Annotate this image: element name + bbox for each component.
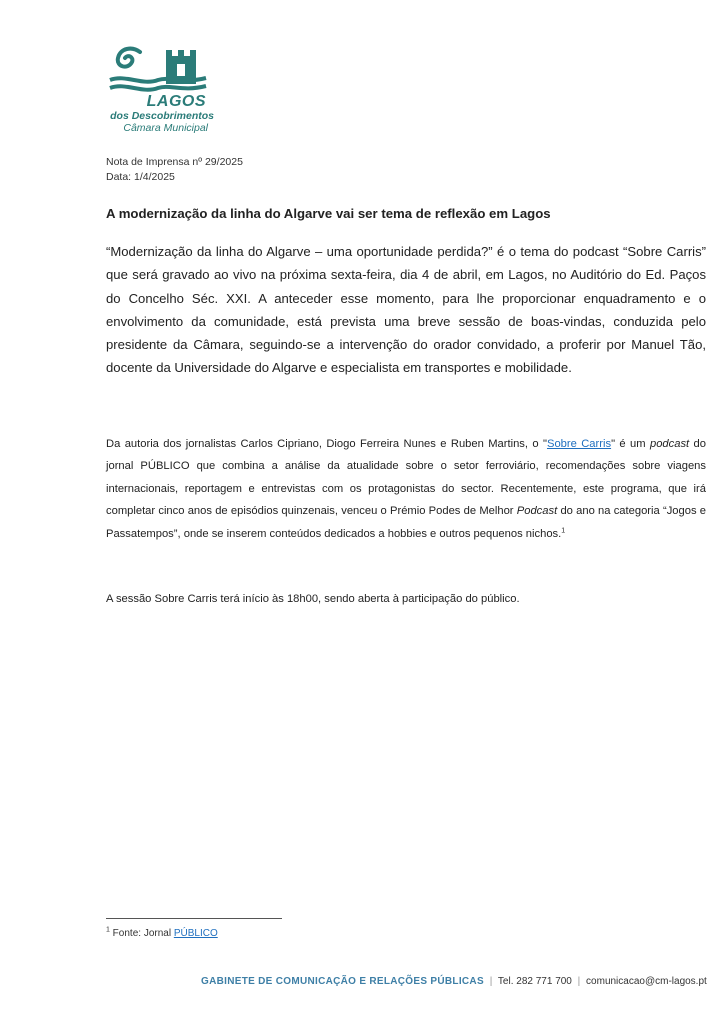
- footnote-text: Fonte: Jornal: [109, 928, 174, 939]
- press-meta: [106, 155, 243, 185]
- page-footer: [201, 976, 707, 987]
- logo-council: Câmara Municipal: [123, 121, 208, 134]
- press-note-number: Nota de Imprensa nº 29/2025: [106, 156, 243, 168]
- footnote-ref[interactable]: 1: [561, 526, 566, 534]
- press-date: Data: 1/4/2025: [106, 171, 175, 183]
- podcast-term-2: Podcast: [516, 505, 558, 518]
- body-paragraph-1: “Modernização da linha do Algarve – uma oportunidade perdida?” é o tema do podcast “Sobre Carris” que será gravado ao vivo na próxima sexta-feira, dia 4 de abril, em Lagos, no Auditório do Ed. Paços do Concelho Séc. XXI. A anteceder esse momento, para lhe proporcionar enquadramento e o envolvimento da comunidade, está prevista uma breve sessão de boas-vindas, conduzida pelo presidente da Câmara, seguindo-se a intervenção do orador convidado, a proferir por Manuel Tão, docente da Universidade do Algarve e especialista em transportes e mobilidade.: [106, 244, 706, 376]
- footer-email[interactable]: comunicacao@cm-lagos.pt: [586, 976, 707, 987]
- footnote-divider: [106, 918, 282, 919]
- footnote-number: 1: [106, 926, 110, 934]
- body-paragraph-2: [106, 433, 706, 545]
- paragraph-2-middle: do jornal PÚBLICO que combina a análise da atualidade sobre o setor ferroviário, recomendações sobre viagens internacionais, reportagem e entrevistas com os protagonistas do sector. Recentemente, este programa, que irá completar cinco anos de episódios quinzenais, venceu o Prémio Podes de Melhor: [106, 438, 706, 518]
- logo-subtitle: dos Descobrimentos: [110, 110, 214, 122]
- footnote: [106, 928, 218, 939]
- footer-separator: |: [489, 976, 493, 987]
- publico-link[interactable]: PÚBLICO: [173, 928, 218, 939]
- paragraph-2-after-link: " é um: [611, 438, 650, 450]
- sobre-carris-link[interactable]: Sobre Carris: [546, 438, 612, 450]
- footer-phone: Tel. 282 771 700: [497, 976, 572, 987]
- logo-name: LAGOS: [146, 93, 206, 110]
- paragraph-2-intro: Da autoria dos jornalistas Carlos Cipriano, Diogo Ferreira Nunes e Ruben Martins, o ": [106, 438, 547, 450]
- page-title: A modernização da linha do Algarve vai ser tema de reflexão em Lagos: [106, 206, 551, 221]
- footer-separator: |: [577, 976, 581, 987]
- lagos-logo: [106, 42, 214, 138]
- paragraph-2-end: do ano na categoria “Jogos e Passatempos”, onde se inserem conteúdos dedicados a hobbies e outros pequenos nichos.: [106, 505, 707, 540]
- body-paragraph-3: A sessão Sobre Carris terá início às 18h00, sendo aberta à participação do público.: [106, 593, 520, 605]
- podcast-term: podcast: [649, 438, 690, 450]
- footer-org: GABINETE DE COMUNICAÇÃO E RELAÇÕES PÚBLICAS: [201, 976, 484, 987]
